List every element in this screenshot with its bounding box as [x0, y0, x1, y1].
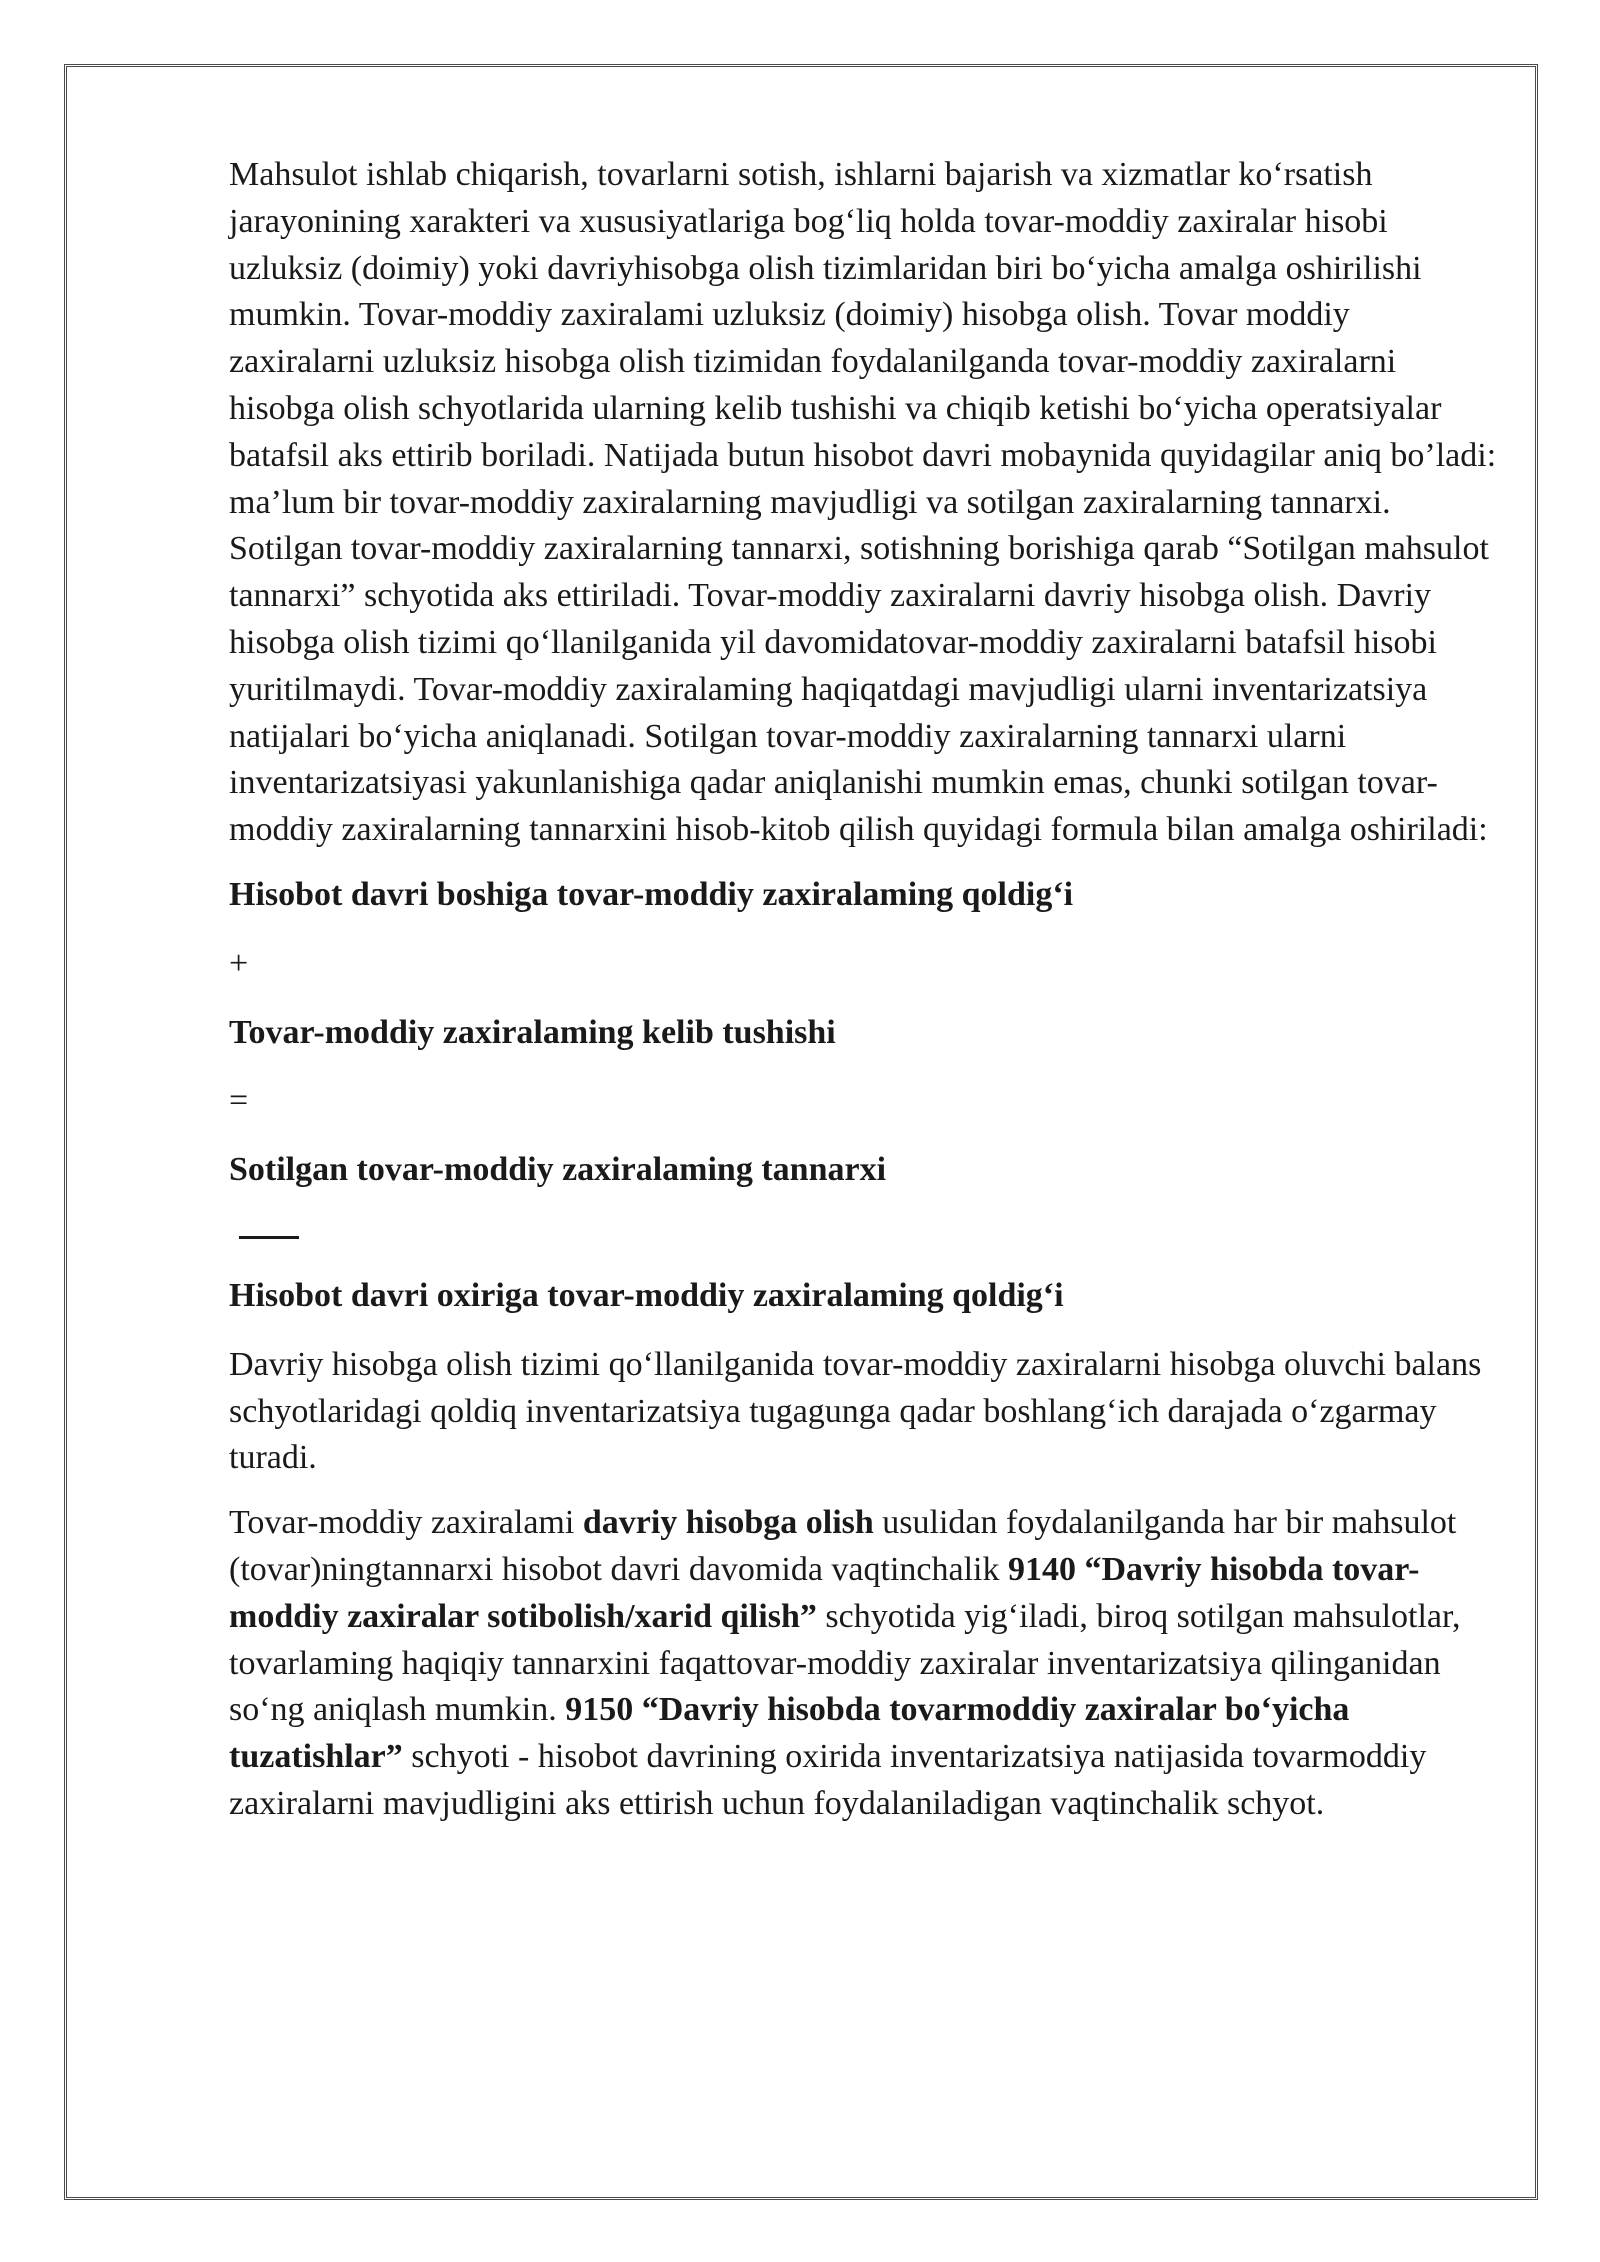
paragraph-periodic-accounts [229, 1500, 1499, 1828]
bold-account-9140: 9140 “Davriy hisobda tovar-moddiy zaxiralar sotibolish/xarid qilish” [229, 1550, 1420, 1635]
paragraph-text: schyoti - hisobot davrining oxirida inventarizatsiya natijasida tovarmoddiy zaxiralarni mavjudligini aks ettirish uchun foydalaniladigan vaqtinchalik schyot. [229, 1738, 1427, 1822]
formula-minus-sign [239, 1236, 299, 1239]
bold-term-periodic-accounting: davriy hisobga olish [582, 1504, 874, 1542]
document-body [229, 152, 1499, 1846]
formula-receipts: Tovar-moddiy zaxiralaming kelib tushishi [229, 1013, 836, 1051]
formula-closing-balance: Hisobot davri oxiriga tovar-moddiy zaxiralaming qoldig‘i [229, 1276, 1064, 1314]
formula-plus-sign: + [229, 944, 249, 982]
paragraph-text: schyotida yig‘iladi, biroq sotilgan mahsulotlar, tovarlaming haqiqiy tannarxini faqattovar-moddiy zaxiralar inventarizatsiya qilinganidan so‘ng aniqlash mumkin. [229, 1597, 1461, 1729]
paragraph-text: usulidan foydalanilganda har bir mahsulot (tovar)ningtannarxi hisobot davri davomida vaqtinchalik [229, 1504, 1457, 1588]
formula-opening-balance: Hisobot davri boshiga tovar-moddiy zaxiralaming qoldig‘i [229, 875, 1074, 913]
paragraph-text: Tovar-moddiy zaxiralami [229, 1504, 583, 1542]
paragraph-intro: Mahsulot ishlab chiqarish, tovarlarni sotish, ishlarni bajarish va xizmatlar ko‘rsatish jarayonining xarakteri va xususiyatlariga bog‘liq holda tovar-moddiy zaxiralar hisobi uzluksiz (doimiy) yoki davriyhisobga olish tizimlaridan biri bo‘yicha amalga oshirilishi mumkin. Tovar-moddiy zaxiralami uzluksiz (doimiy) hisobga olish. Tovar moddiy zaxiralarni uzluksiz hisobga olish tizimidan foydalanilganda tovar-moddiy zaxiralarni hisobga olish schyotlarida ularning kelib tushishi va chiqib ketishi bo‘yicha operatsiyalar batafsil aks ettirib boriladi. Natijada butun hisobot davri mobaynida quyidagilar aniq bo’ladi: ma’lum bir tovar-moddiy zaxiralarning mavjudligi va sotilgan zaxiralarning tannarxi. Sotilgan tovar-moddiy zaxiralarning tannarxi, sotishning borishiga qarab “Sotilgan mahsulot tannarxi” schyotida aks ettiriladi. Tovar-moddiy zaxiralarni davriy hisobga olish. Davriy hisobga olish tizimi qo‘llanilganida yil davomidatovar-moddiy zaxiralarni batafsil hisobi yuritilmaydi. Tovar-moddiy zaxiralaming haqiqatdagi mavjudligi ularni inventarizatsiya natijalari bo‘yicha aniqlanadi. Sotilgan tovar-moddiy zaxiralarning tannarxi ularni inventarizatsiyasi yakunlanishiga qadar aniqlanishi mumkin emas, chunki sotilgan tovar- moddiy zaxiralarning tannarxini hisob-kitob qilish quyidagi formula bilan amalga oshiriladi: [229, 156, 1497, 849]
paragraph-periodic-balance: Davriy hisobga olish tizimi qo‘llanilganida tovar-moddiy zaxiralarni hisobga oluvchi balans schyotlaridagi qoldiq inventarizatsiya tugagunga qadar boshlang‘ich darajada o‘zgarmay turadi. [229, 1345, 1482, 1477]
bold-account-9150: 9150 “Davriy hisobda tovarmoddiy zaxiralar bo‘yicha tuzatishlar” [229, 1691, 1350, 1776]
formula-equals-sign: = [229, 1082, 249, 1120]
formula-cost-of-sold: Sotilgan tovar-moddiy zaxiralaming tannarxi [229, 1151, 887, 1189]
